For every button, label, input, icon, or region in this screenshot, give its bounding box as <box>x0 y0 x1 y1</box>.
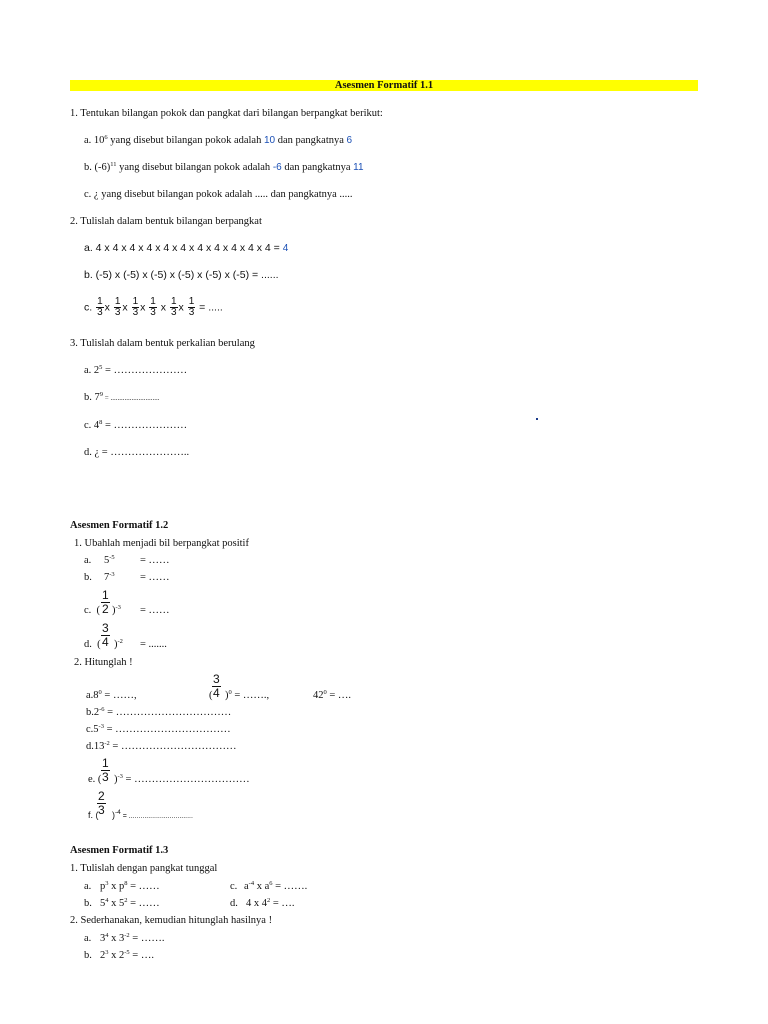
question-1a: a. $10^6$ yang disebut bilangan pokok adalah 10 dan pangkatnya 6 <box>84 134 353 146</box>
question-1b: b. <box>84 572 92 583</box>
question-1: 1. Ubahlah menjadi bil berpangkat positif <box>74 538 249 549</box>
handwritten-answer: 6 <box>346 135 353 146</box>
question-1c: c. ¿ yang disebut bilangan pokok adalah ..... dan pangkatnya ..... <box>84 189 353 200</box>
question-3: 3. Tulislah dalam bentuk perkalian berulang <box>70 338 255 349</box>
fraction: 1 3 <box>102 756 109 784</box>
question-1c: c. ( <box>84 605 101 616</box>
section-title: Asesmen Formatif 1.3 <box>70 845 169 856</box>
question-3c: c. $4^8$ = ………………… <box>84 419 188 431</box>
question-1: 1. Tulislah dengan pangkat tunggal <box>70 863 218 874</box>
handwritten-answer: 10 <box>263 135 276 146</box>
question-2: 2. Sederhanakan, kemudian hitunglah hasilnya ! <box>70 915 273 926</box>
fraction: 3 4 <box>213 672 220 700</box>
fraction: 2 3 <box>98 789 105 817</box>
question-2: 2. Tulislah dalam bentuk bilangan berpangkat <box>70 216 262 227</box>
question-2b: $b.2^{-6}$ = …………………………… <box>86 706 232 718</box>
question-1d: d. <box>230 898 238 909</box>
question-3a: a. $2^5$ = ………………… <box>84 364 188 376</box>
question-2c: $c.5^{-3}$ = …………………………… <box>86 723 231 735</box>
section-title-bar <box>70 80 698 91</box>
question-2b: b. (-5) x (-5) x (-5) x (-5) x (-5) x (-5) = ...... <box>84 269 279 281</box>
question-2e: e. ( <box>88 774 102 785</box>
question-3b: b. $7^9$ = ............................ <box>84 391 160 403</box>
question-2f: f. ( <box>88 810 99 820</box>
fraction: 1 2 <box>102 588 109 616</box>
handwritten-answer: 4 <box>282 243 289 254</box>
handwritten-answer: -6 <box>272 162 282 173</box>
question-1: 1. Tentukan bilangan pokok dan pangkat dari bilangan berpangkat berikut: <box>70 108 383 119</box>
question-1c: c. <box>230 881 238 892</box>
question-1a: a. <box>84 555 92 566</box>
question-1a: a. <box>84 881 92 892</box>
question-2a: $a.8^0$ = ……, <box>86 689 137 701</box>
question-1d: d. ( <box>84 639 101 650</box>
fraction: 3 4 <box>102 621 109 649</box>
section-title: Asesmen Formatif 1.1 <box>334 80 434 91</box>
question-1b: b. $(-6)^{11}$ yang disebut bilangan pokok adalah -6 dan pangkatnya 11 <box>84 161 364 173</box>
question-2a: a. <box>84 933 92 944</box>
question-1b: b. <box>84 898 92 909</box>
question-2c: c. $\frac{1}{3}$ x $\frac{1}{3}$ x $\frac{1}{3}$ x $\frac{1}{3}$ x $\frac{1}{3}$ x $\frac{1}{3}$ = ..... <box>84 296 223 318</box>
question-2b: b. <box>84 950 92 961</box>
question-2a: a. 4 x 4 x 4 x 4 x 4 x 4 x 4 x 4 x 4 x 4 x 4 = 4 <box>84 242 289 254</box>
question-2: 2. Hitunglah ! <box>74 657 133 668</box>
handwritten-answer: 11 <box>353 162 364 173</box>
question-2d: $d.13^{-2}$ = …………………………… <box>86 740 237 752</box>
stray-mark <box>536 418 538 420</box>
question-3d: d. ¿ = ………………….. <box>84 447 190 458</box>
section-title: Asesmen Formatif 1.2 <box>70 520 169 531</box>
